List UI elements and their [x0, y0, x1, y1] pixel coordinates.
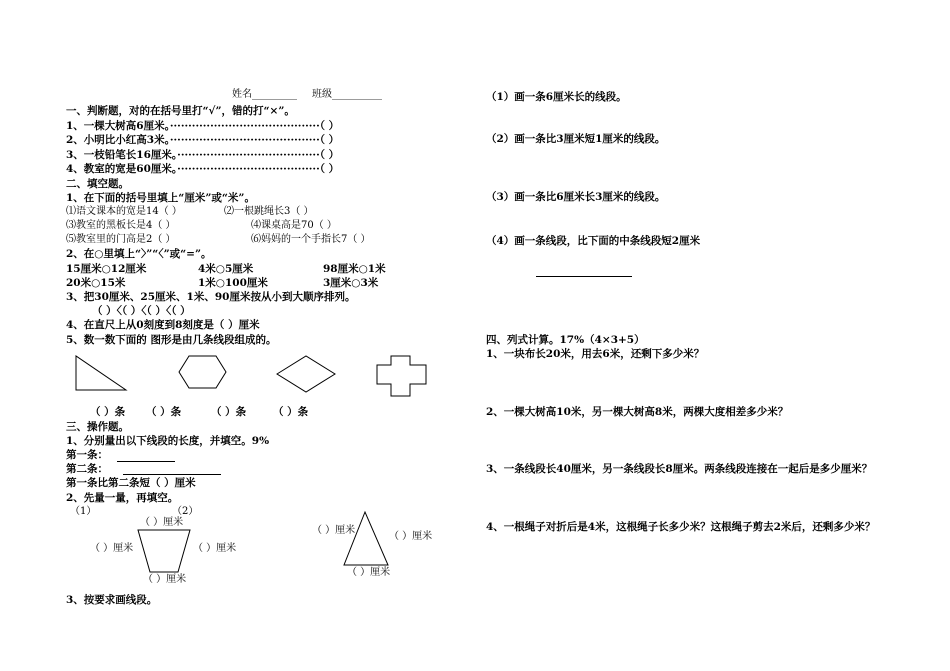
fill-unit-item-6[interactable]: ⑹妈妈的一个手指长7（ ）: [251, 234, 371, 245]
judge-item-1[interactable]: 1、一棵大树高6厘米。·········································（ ）: [66, 120, 340, 132]
count-answer-3[interactable]: （ ）条: [211, 406, 247, 418]
hexagon-shape: [179, 356, 226, 388]
figure-1-label: （1）: [70, 506, 97, 517]
measure-fill-title: 2、先量一量，再填空。: [66, 492, 179, 504]
trapezoid-bottom-label[interactable]: （ ）厘米: [143, 574, 187, 585]
ruler-question[interactable]: 4、在直尺上从0刻度到8刻度是（ ）厘米: [66, 319, 260, 331]
rhombus-shape: [277, 356, 335, 392]
draw-item-3[interactable]: （3）画一条比6厘米长3厘米的线段。: [486, 191, 666, 203]
word-problem-2[interactable]: 2、一棵大树高10米，另一棵大树高8米，两棵大度相差多少米？: [486, 406, 789, 418]
segment-line-2: [123, 474, 221, 475]
cross-shape: [377, 356, 426, 396]
triangle-right-label[interactable]: （ ）厘米: [389, 531, 433, 542]
triangle-left-label[interactable]: （ ）厘米: [312, 525, 356, 536]
draw-item-4[interactable]: （4）画一条线段，比下面的中条线段短2厘米: [486, 235, 701, 247]
fill-unit-item-5[interactable]: ⑸教室里的门高是2（ ）: [66, 234, 176, 245]
word-problem-3[interactable]: 3、一条线段长40厘米，另一条线段长8厘米。两条线段连接在一起后是多少厘米？: [486, 463, 873, 475]
segment-compare[interactable]: 第一条比第二条短（ ）厘米: [66, 477, 196, 489]
section-2-title: 二、填空题。: [66, 178, 129, 190]
draw-segments-title: 3、按要求画线段。: [66, 594, 158, 606]
draw-item-2[interactable]: （2）画一条比3厘米短1厘米的线段。: [486, 133, 666, 145]
triangle-shape: [76, 356, 126, 390]
line-2-label: 第二条：: [66, 463, 108, 475]
compare-item-5[interactable]: 1米○100厘米: [198, 277, 268, 289]
judge-item-3[interactable]: 3、一枝铅笔长16厘米。·······································（ ）: [66, 149, 340, 161]
section-1-title: 一、判断题，对的在括号里打“√”，错的打“×”。: [66, 105, 295, 117]
trapezoid-left-label[interactable]: （ ）厘米: [90, 543, 134, 554]
compare-item-3[interactable]: 98厘米○1米: [323, 263, 386, 275]
shapes-figure: [70, 352, 440, 402]
word-problem-4[interactable]: 4、一根绳子对折后是4米，这根绳子长多少米？这根绳子剪去2米后，还剩多少米？: [486, 521, 876, 533]
compare-item-6[interactable]: 3厘米○3米: [323, 277, 379, 289]
trapezoid-top-label[interactable]: （ ）厘米: [140, 517, 184, 528]
reference-segment: [536, 276, 632, 277]
triangle-bottom-label[interactable]: （ ）厘米: [347, 567, 391, 578]
segment-line-1: [117, 461, 175, 462]
section-4-title: 四、列式计算。17%（4×3+5）: [486, 334, 645, 346]
fill-unit-title: 1、在下面的括号里填上“厘米”或“米”。: [66, 192, 255, 204]
student-name-field[interactable]: 姓名_________: [232, 89, 297, 100]
order-title: 3、把30厘米、25厘米、1米、90厘米按从小到大顺序排列。: [66, 291, 356, 303]
line-1-label: 第一条：: [66, 449, 108, 461]
figure-2-label: （2）: [172, 506, 199, 517]
count-answer-2[interactable]: （ ）条: [146, 406, 182, 418]
compare-item-1[interactable]: 15厘米○12厘米: [66, 263, 147, 275]
word-problem-1[interactable]: 1、一块布长20米，用去6米，还剩下多少米？: [486, 348, 705, 360]
judge-item-2[interactable]: 2、小明比小红高3米。·········································（ ）: [66, 134, 340, 146]
count-answer-4[interactable]: （ ）条: [273, 406, 309, 418]
measure-title: 1、分别量出以下线段的长度，并填空。9%: [66, 435, 270, 447]
trapezoid-right-label[interactable]: （ ）厘米: [193, 543, 237, 554]
fill-unit-item-4[interactable]: ⑷课桌高是70（ ）: [251, 220, 337, 231]
fill-unit-item-1[interactable]: ⑴语文课本的宽是14（ ）: [66, 206, 182, 217]
fill-unit-item-2[interactable]: ⑵一根跳绳长3（ ）: [224, 206, 314, 217]
section-3-title: 三、操作题。: [66, 421, 129, 433]
count-answer-1[interactable]: （ ）条: [90, 406, 126, 418]
compare-item-4[interactable]: 20米○15米: [66, 277, 126, 289]
order-blanks[interactable]: （ ）〈（ ）〈（ ）〈（ ）: [92, 305, 191, 317]
fill-unit-item-3[interactable]: ⑶教室的黑板长是4（ ）: [66, 220, 176, 231]
compare-title: 2、在○里填上“〉”“〈”或“=”。: [66, 248, 212, 260]
compare-item-2[interactable]: 4米○5厘米: [198, 263, 254, 275]
class-field[interactable]: 班级__________: [312, 89, 382, 100]
count-segments-title: 5、数一数下面的 图形是由几条线段组成的。: [66, 334, 277, 346]
judge-item-4[interactable]: 4、教室的宽是60厘米。·······································（ ）: [66, 163, 340, 175]
draw-item-1[interactable]: （1）画一条6厘米长的线段。: [486, 91, 627, 103]
